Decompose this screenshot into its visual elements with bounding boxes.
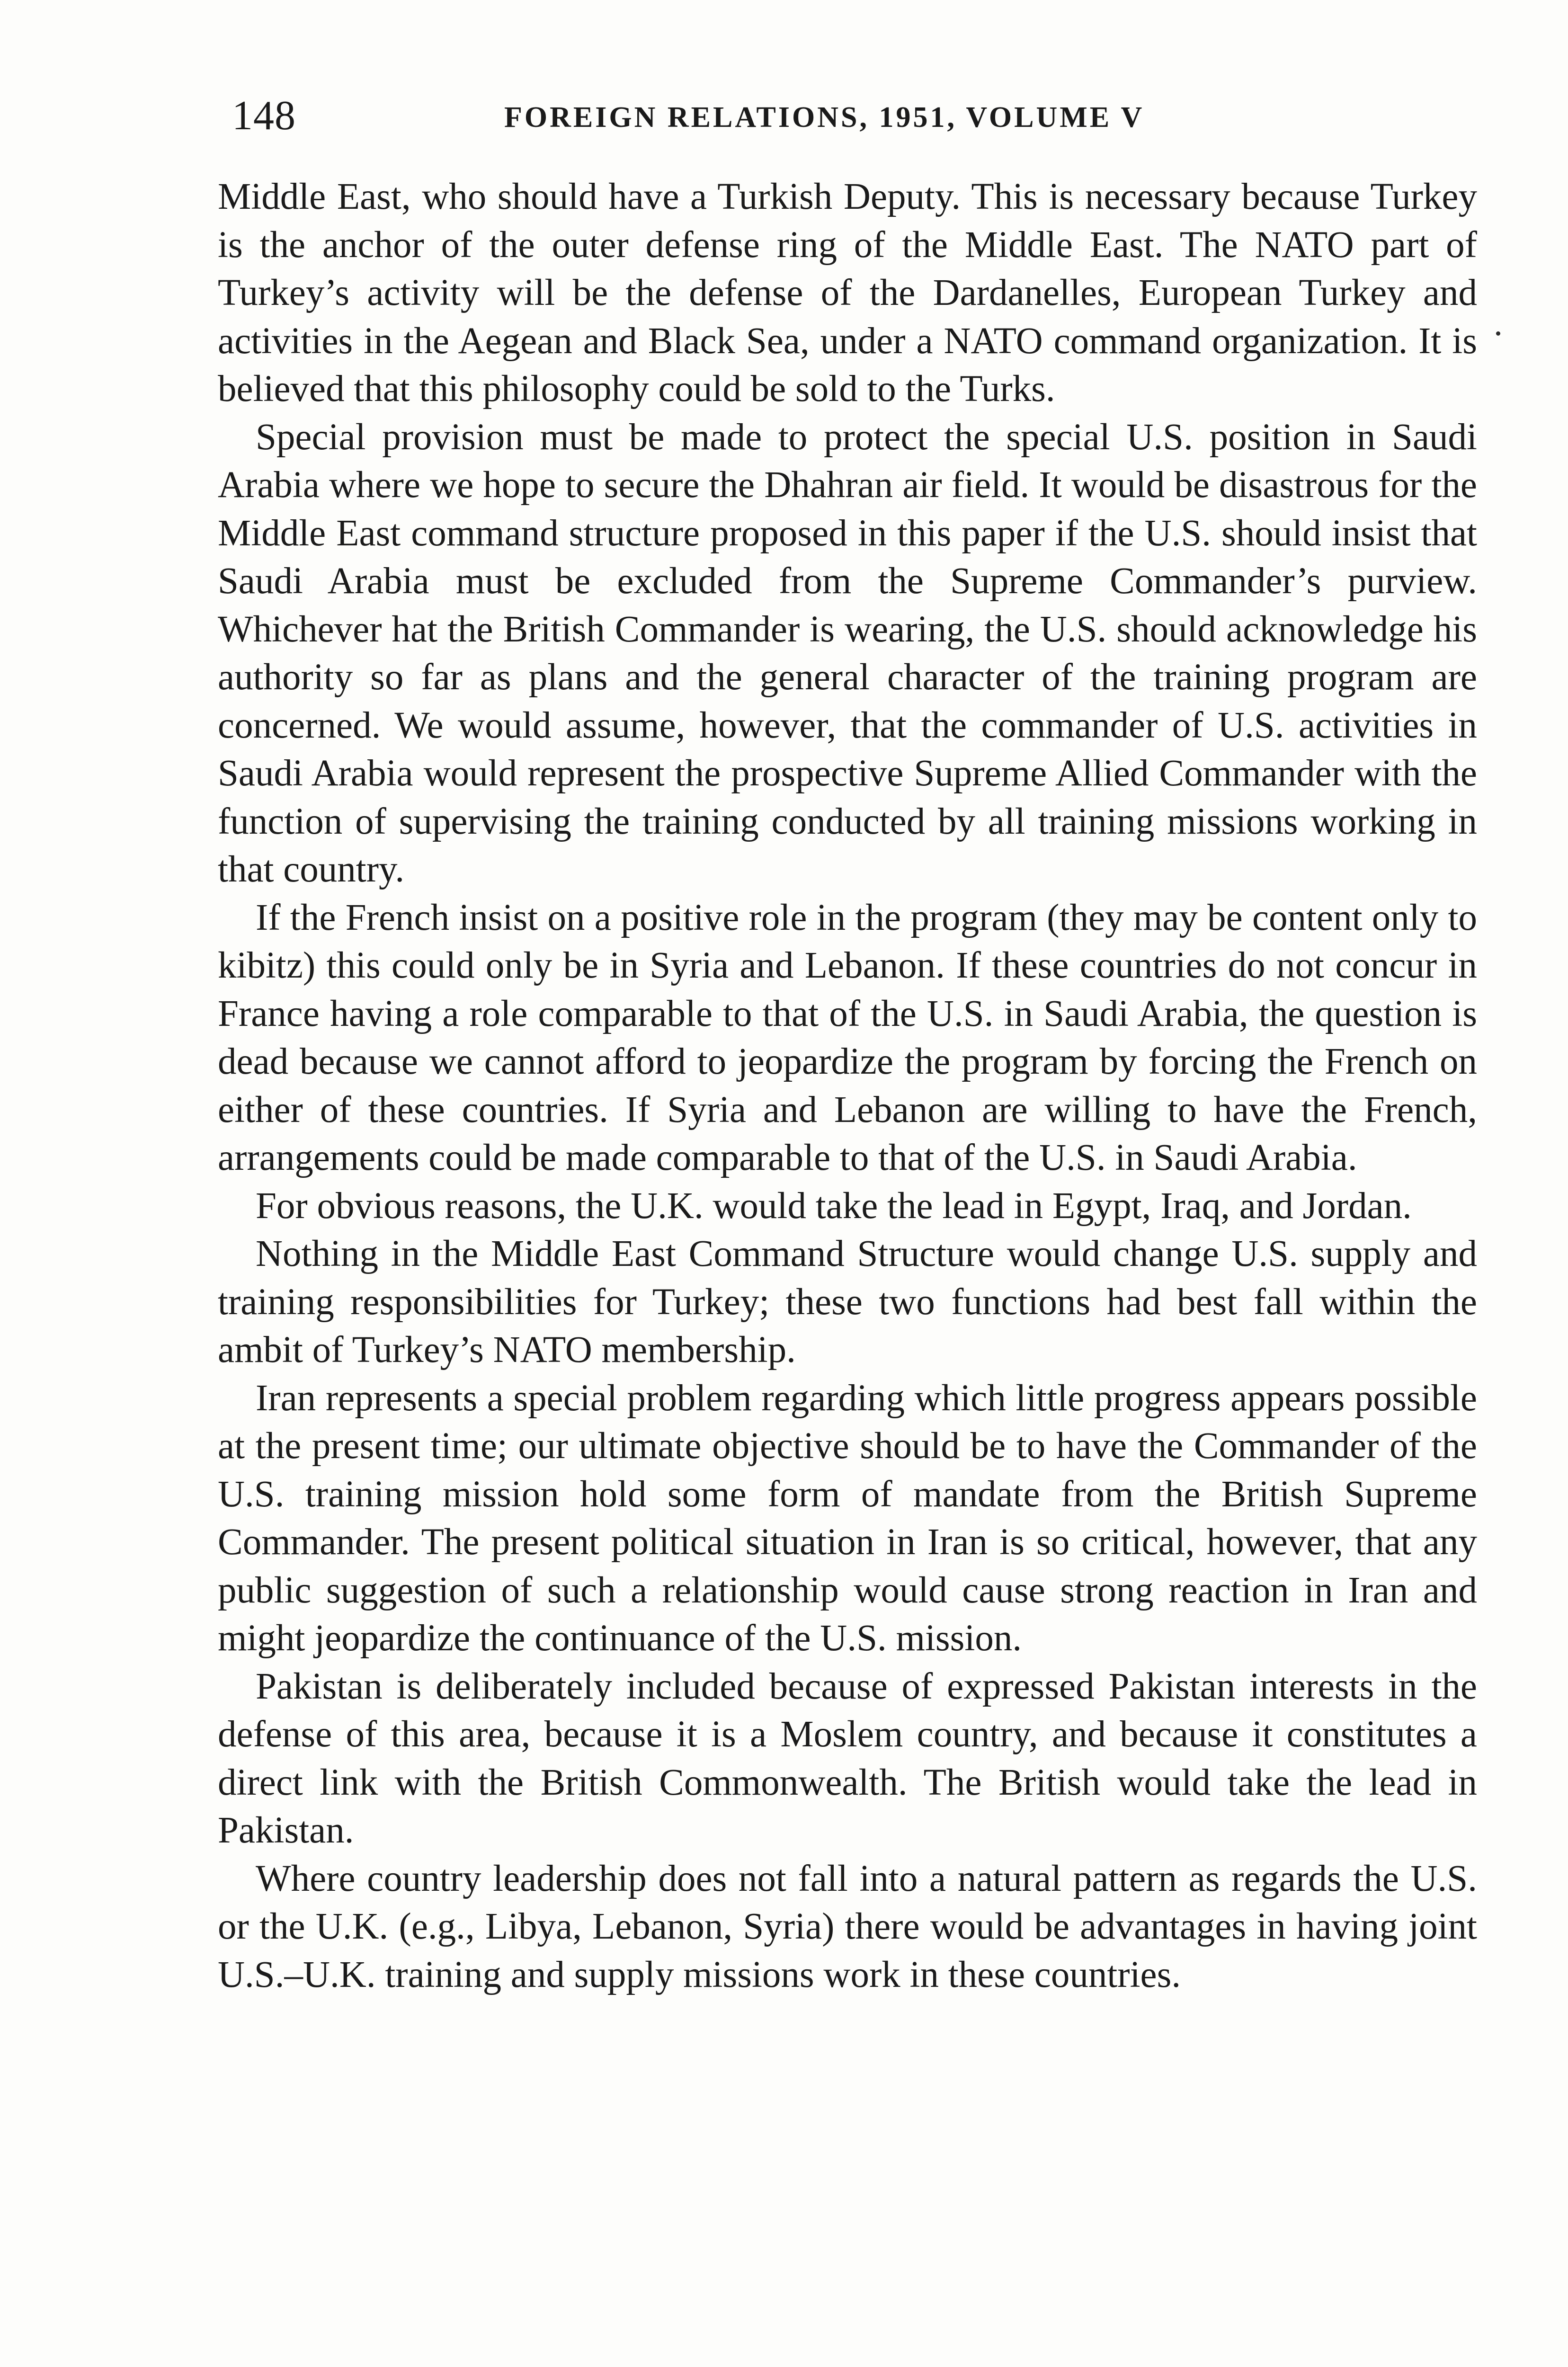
paragraph-continuation: Middle East, who should have a Turkish Deputy. This is necessary because Turkey is the anchor of the outer defense ring of the Middle East. The NATO part of Turkey’s activity will be the defense of the Dardanelles, European Turkey and activities in the Aegean and Black Sea, under a NATO command organization. It is believed that this philosophy could be sold to the Turks. — [218, 176, 1477, 409]
page-number: 148 — [232, 93, 296, 139]
paragraph-joint-missions: Where country leadership does not fall into a natural pattern as regards the U.S. or the U.K. (e.g., Libya, Lebanon, Syria) there would be advantages in having joint U.S.–U.K. training and supply missions work in these countries. — [218, 1858, 1477, 1995]
body-text — [218, 173, 1477, 1999]
page-header — [232, 90, 1477, 142]
paragraph-pakistan: Pakistan is deliberately included because of expressed Pakistan interests in the defense of this area, because it is a Moslem country, and because it constitutes a direct link with the British Commonwealth. The British would take the lead in Pakistan. — [218, 1665, 1477, 1851]
paragraph-turkey-supply: Nothing in the Middle East Command Structure would change U.S. supply and training responsibilities for Turkey; these two functions had best fall within the ambit of Turkey’s NATO membership. — [218, 1233, 1477, 1370]
running-title: FOREIGN RELATIONS, 1951, VOLUME V — [504, 101, 1145, 133]
print-speck — [1496, 331, 1500, 336]
paragraph-french-role: If the French insist on a positive role in the program (they may be content only to kibitz) this could only be in Syria and Lebanon. If these countries do not concur in France having a role comparable to that of the U.S. in Saudi Arabia, the question is dead because we cannot afford to jeopardize the program by forcing the French on either of these countries. If Syria and Lebanon are willing to have the French, arrangements could be made comparable to that of the U.S. in Saudi Arabia. — [218, 897, 1477, 1178]
paragraph-saudi-arabia: Special provision must be made to protect the special U.S. position in Saudi Arabia where we hope to secure the Dhahran air field. It would be disastrous for the Middle East command structure proposed in this paper if the U.S. should insist that Saudi Arabia must be excluded from the Supreme Commander’s purview. Whichever hat the British Commander is wearing, the U.S. should acknowledge his authority so far as plans and the general character of the training program are concerned. We would assume, however, that the commander of U.S. activities in Saudi Arabia would represent the prospective Supreme Allied Commander with the function of supervising the training conducted by all training missions working in that country. — [218, 416, 1477, 890]
paragraph-iran: Iran represents a special problem regarding which little progress appears possible at the present time; our ultimate objective should be to have the Commander of the U.S. training mission hold some form of mandate from the British Supreme Commander. The present political situation in Iran is so critical, however, that any public suggestion of such a relationship would cause strong reaction in Iran and might jeopardize the continuance of the U.S. mission. — [218, 1377, 1477, 1659]
paragraph-uk-lead: For obvious reasons, the U.K. would take the lead in Egypt, Iraq, and Jordan. — [256, 1185, 1412, 1227]
